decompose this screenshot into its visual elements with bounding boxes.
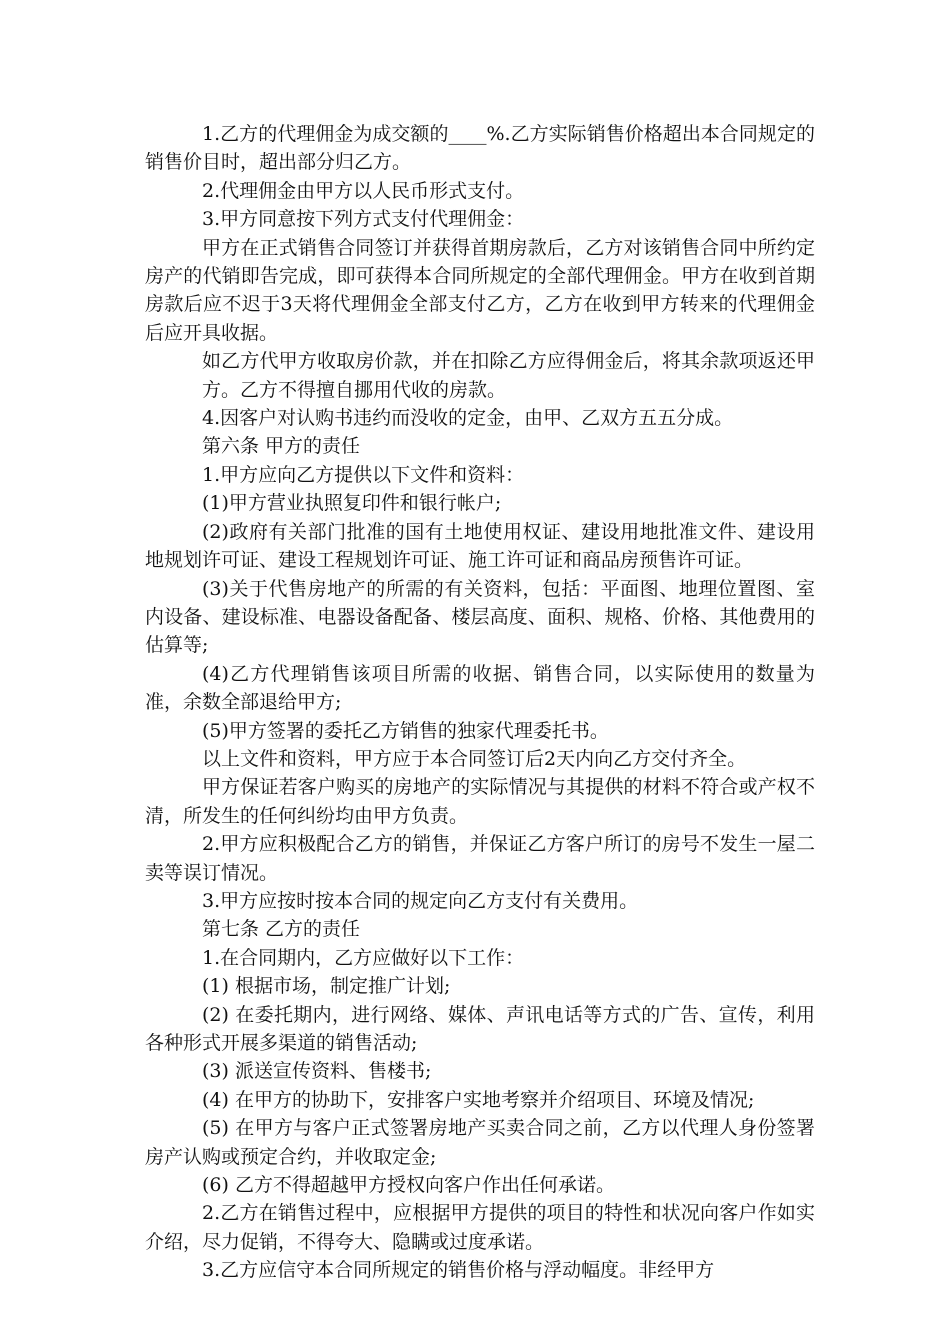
document-paragraph: 以上文件和资料，甲方应于本合同签订后2天内向乙方交付齐全。 [202, 747, 747, 770]
document-paragraph: (3) 派送宣传资料、售楼书; [202, 1060, 432, 1083]
document-paragraph: 2.代理佣金由甲方以人民币形式支付。 [202, 179, 525, 202]
document-paragraph: 第七条 乙方的责任 [202, 918, 361, 941]
document-paragraph: (4) 在甲方的协助下，安排客户实地考察并介绍项目、环境及情况; [202, 1088, 755, 1111]
document-paragraph: 2.乙方在销售过程中，应根据甲方提供的项目的特性和状况向客户作如实介绍，尽力促销，不得夸大、隐瞒或过度承诺。 [145, 1202, 815, 1253]
document-paragraph: (5)甲方签署的委托乙方销售的独家代理委托书。 [202, 719, 609, 742]
document-paragraph: (2)政府有关部门批准的国有土地使用权证、建设用地批准文件、建设用地规划许可证、建设工程规划许可证、施工许可证和商品房预售许可证。 [145, 520, 815, 572]
document-paragraph: 2.甲方应积极配合乙方的销售，并保证乙方客户所订的房号不发生一屋二卖等误订情况。 [145, 833, 815, 884]
document-paragraph: 第六条 甲方的责任 [202, 435, 361, 458]
document-paragraph: (1) 根据市场，制定推广计划; [202, 975, 451, 998]
document-paragraph: (5) 在甲方与客户正式签署房地产买卖合同之前，乙方以代理人身份签署房产认购或预定合约，并收取定金; [145, 1117, 815, 1168]
document-paragraph: (3)关于代售房地产的所需的有关资料，包括：平面图、地理位置图、室内设备、建设标准、电器设备配备、楼层高度、面积、规格、价格、其他费用的估算等; [145, 577, 815, 657]
document-paragraph: 1.在合同期内，乙方应做好以下工作： [202, 946, 525, 969]
document-paragraph: 3.甲方同意按下列方式支付代理佣金： [202, 208, 525, 231]
document-paragraph: 1.乙方的代理佣金为成交额的____%.乙方实际销售价格超出本合同规定的销售价目时，超出部分归乙方。 [145, 123, 815, 174]
document-paragraph: 甲方保证若客户购买的房地产的实际情况与其提供的材料不符合或产权不清，所发生的任何纠纷均由甲方负责。 [145, 776, 815, 827]
document-paragraph: (4)乙方代理销售该项目所需的收据、销售合同，以实际使用的数量为准，余数全部退给甲方; [145, 662, 815, 714]
document-paragraph: 3.甲方应按时按本合同的规定向乙方支付有关费用。 [202, 889, 639, 912]
document-paragraph: 4.因客户对认购书违约而没收的定金，由甲、乙双方五五分成。 [202, 407, 734, 430]
document-paragraph: 1.甲方应向乙方提供以下文件和资料： [202, 463, 525, 486]
document-paragraph: (6) 乙方不得超越甲方授权向客户作出任何承诺。 [202, 1174, 615, 1197]
document-paragraph: (1)甲方营业执照复印件和银行帐户; [202, 492, 502, 515]
document-paragraph: 如乙方代甲方收取房价款，并在扣除乙方应得佣金后，将其余款项返还甲方。乙方不得擅自挪用代收的房款。 [202, 350, 815, 401]
document-paragraph: 3.乙方应信守本合同所规定的销售价格与浮动幅度。非经甲方 [202, 1259, 715, 1282]
document-body [145, 120, 815, 1285]
document-paragraph: 甲方在正式销售合同签订并获得首期房款后，乙方对该销售合同中所约定房产的代销即告完成，即可获得本合同所规定的全部代理佣金。甲方在收到首期房款后应不迟于3天将代理佣金全部支付乙方，乙方在收到甲方转来的代理佣金后应开具收据。 [145, 236, 815, 344]
document-paragraph: (2) 在委托期内，进行网络、媒体、声讯电话等方式的广告、宣传，利用各种形式开展多渠道的销售活动; [145, 1003, 815, 1054]
